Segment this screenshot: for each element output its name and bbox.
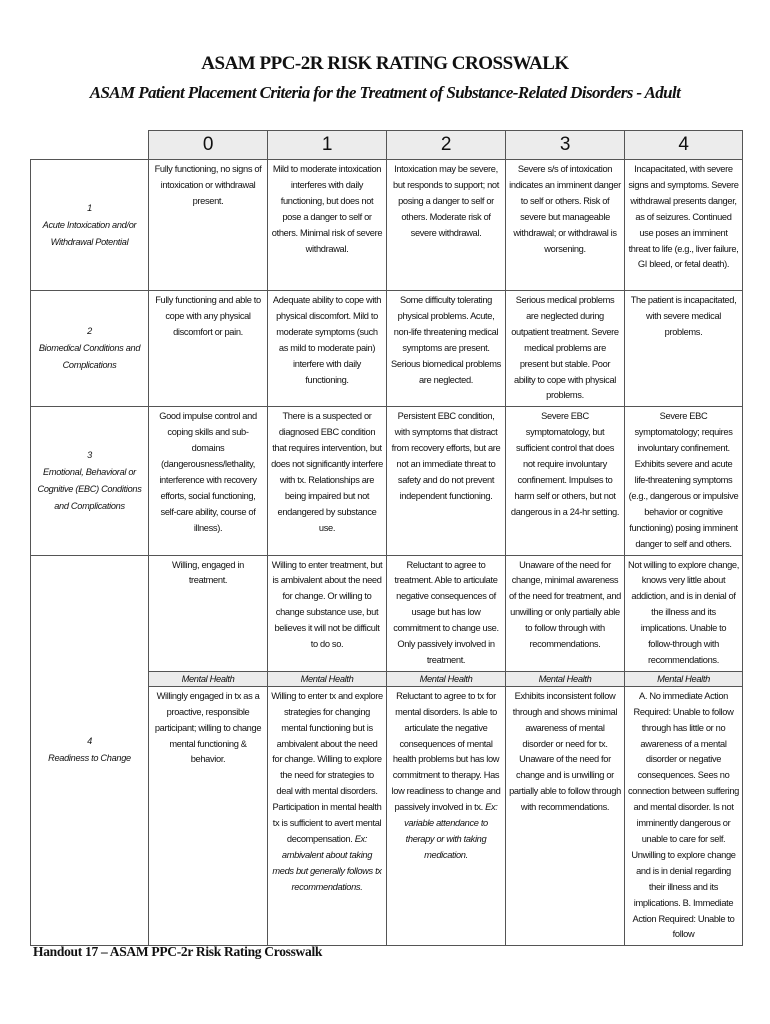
dimension-name: Emotional, Behavioral or Cognitive (EBC) Conditions and Complications	[37, 466, 142, 511]
mental-health-text: Exhibits inconsistent follow through and shows minimal awareness of mental disorder or need for tx. Unaware of the need for change and is unwilling or partially able to follow through with recommendations.	[509, 690, 621, 813]
mental-health-label: Mental Health	[387, 671, 506, 686]
mental-health-label: Mental Health	[506, 671, 625, 686]
dimension-name: Readiness to Change	[48, 753, 131, 764]
mental-health-cell	[149, 686, 268, 946]
rating-cell: Reluctant to agree to treatment. Able to articulate negative consequences of usage but has low commitment to change use. Only passively involved in treatment.	[387, 555, 506, 671]
rating-cell: Willing to enter treatment, but is ambivalent about the need for change. Or willing to change substance use, but believes it will not be difficult to do so.	[268, 555, 387, 671]
column-header-0: 0	[149, 131, 268, 160]
dimension-row-2	[31, 291, 743, 407]
rating-cell: Serious medical problems are neglected during outpatient treatment. Severe medical problems are present but stable. Poor ability to cope with physical problems.	[506, 291, 625, 407]
column-header-1: 1	[268, 131, 387, 160]
rating-cell: Fully functioning, no signs of intoxication or withdrawal present.	[149, 160, 268, 291]
header-row	[31, 131, 743, 160]
mental-health-text: Willing to enter tx and explore strategies for changing mental functioning but is ambivalent about the need for change. Willing to explore the need for strategies to deal with mental disorders. Participation in mental health tx is sufficient to avert mental decompensation.	[271, 690, 383, 844]
mental-health-label: Mental Health	[268, 671, 387, 686]
dimension-row-1	[31, 160, 743, 291]
dimension-label-3	[31, 407, 149, 555]
dimension-row-3	[31, 407, 743, 555]
rating-cell: Not willing to explore change, knows very little about addiction, and is in denial of the illness and its implications. Unable to follow-through with recommendations.	[625, 555, 743, 671]
corner-cell	[31, 131, 149, 160]
column-header-2: 2	[387, 131, 506, 160]
document-title: ASAM PPC-2R RISK RATING CROSSWALK	[201, 53, 569, 74]
rating-cell: Good impulse control and coping skills and sub-domains (dangerousness/lethality, interference with recovery efforts, social functioning, self-care ability, course of illness).	[149, 407, 268, 555]
rating-cell: Adequate ability to cope with physical discomfort. Mild to moderate symptoms (such as mild to moderate pain) interfere with daily functioning.	[268, 291, 387, 407]
mental-health-text: Reluctant to agree to tx for mental disorders. Is able to articulate the negative consequences of mental health problems but has low commitment to therapy. Has low readiness to change and passively involved in tx.	[391, 690, 501, 813]
mental-health-text: A. No immediate Action Required: Unable to follow through has little or no awareness of a mental disorder or negative consequences. Sees no connection between suffering and mental disorder. Is not imminently dangerous or unable to care for self. Unwilling to explore change and is in denial regarding their illness and its implications. B. Immediate Action Required: Unable to follow	[628, 690, 739, 940]
document-subtitle: ASAM Patient Placement Criteria for the Treatment of Substance-Related Disorders - Adult	[89, 83, 681, 102]
dimension-label-2	[31, 291, 149, 407]
handout-footer: Handout 17 – ASAM PPC-2r Risk Rating Crosswalk	[33, 944, 323, 959]
mental-health-example: Ex: variable attendance to therapy or with taking medication.	[404, 802, 498, 860]
rating-cell: Intoxication may be severe, but responds to support; not posing a danger to self or others. Moderate risk of severe withdrawal.	[387, 160, 506, 291]
dimension-label-1	[31, 160, 149, 291]
dimension-number: 3	[87, 449, 92, 460]
mental-health-label: Mental Health	[149, 671, 268, 686]
dimension-name: Acute Intoxication and/or Withdrawal Potential	[42, 219, 137, 247]
mental-health-cell	[506, 686, 625, 946]
rating-cell: Willing, engaged in treatment.	[149, 555, 268, 671]
rating-cell: Unaware of the need for change, minimal awareness of the need for treatment, and unwilling or only partially able to follow through with recommendations.	[506, 555, 625, 671]
mental-health-cell	[387, 686, 506, 946]
mental-health-label: Mental Health	[625, 671, 743, 686]
column-header-3: 3	[506, 131, 625, 160]
rating-cell: Some difficulty tolerating physical problems. Acute, non-life threatening medical symptoms are present. Serious biomedical problems are neglected.	[387, 291, 506, 407]
rating-cell: Mild to moderate intoxication interferes with daily functioning, but does not pose a danger to self or others. Minimal risk of severe withdrawal.	[268, 160, 387, 291]
dimension-label-4	[31, 555, 149, 946]
rating-cell: Incapacitated, with severe signs and symptoms. Severe withdrawal presents danger, as of seizures. Continued use poses an imminent threat to life (e.g., liver failure, GI bleed, or fetal death).	[625, 160, 743, 291]
dimension-number: 1	[87, 202, 92, 213]
rating-cell: The patient is incapacitated, with severe medical problems.	[625, 291, 743, 407]
dimension-number: 2	[87, 326, 92, 337]
rating-cell: Severe EBC symptomatology, but sufficient control that does not require involuntary confinement. Impulses to harm self or others, but not dangerous in a 24-hr setting.	[506, 407, 625, 555]
dimension-name: Biomedical Conditions and Complications	[38, 343, 141, 371]
mental-health-text: Willingly engaged in tx as a proactive, responsible participant; willing to change mental functioning & behavior.	[154, 690, 262, 765]
rating-cell: Persistent EBC condition, with symptoms that distract from recovery efforts, but are not an immediate threat to safety and do not prevent independent functioning.	[387, 407, 506, 555]
rating-cell: Severe s/s of intoxication indicates an imminent danger to self or others. Risk of severe but manageable withdrawal; or withdrawal is worsening.	[506, 160, 625, 291]
mental-health-cell	[268, 686, 387, 946]
mental-health-cell	[625, 686, 743, 946]
rating-cell: There is a suspected or diagnosed EBC condition that requires intervention, but does not significantly interfere with tx. Relationships are being impaired but not endangered by substance use.	[268, 407, 387, 555]
rating-cell: Severe EBC symptomatology; requires involuntary confinement. Exhibits severe and acute life-threatening symptoms (e.g., dangerous or impulsive behavior or cognitive functioning) posing imminent danger to self and others.	[625, 407, 743, 555]
risk-rating-table	[30, 130, 743, 946]
dimension-number: 4	[87, 736, 92, 747]
column-header-4: 4	[625, 131, 743, 160]
dimension-row-4	[31, 555, 743, 671]
rating-cell: Fully functioning and able to cope with any physical discomfort or pain.	[149, 291, 268, 407]
mental-health-example: Ex: ambivalent about taking meds but generally follows tx recommendations.	[272, 834, 382, 892]
